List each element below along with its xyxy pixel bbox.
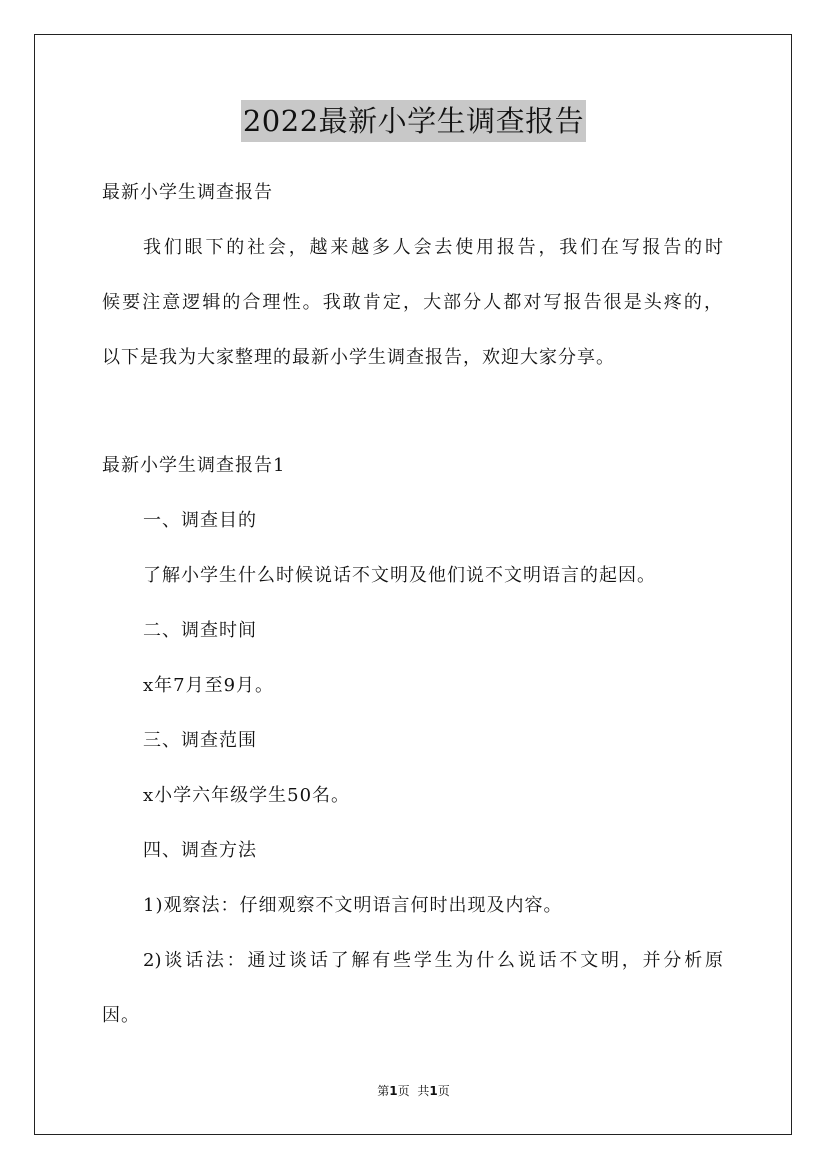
footer-page-prefix: 第 — [377, 1084, 390, 1098]
heading-time: 二、调查时间 — [143, 620, 257, 641]
footer-total-suffix: 页 — [437, 1084, 450, 1098]
section-heading: 最新小学生调查报告1 — [102, 455, 286, 476]
text-scope: x小学六年级学生50名。 — [143, 785, 351, 806]
heading-method: 四、调查方法 — [143, 840, 257, 861]
text-time: x年7月至9月。 — [143, 675, 275, 696]
footer-total-prefix: 共 — [417, 1084, 430, 1098]
text-method-2: 2)谈话法：通过谈话了解有些学生为什么说话不文明，并分析原 — [143, 950, 723, 971]
heading-scope: 三、调查范围 — [143, 730, 257, 751]
footer-page-suffix: 页 — [397, 1084, 410, 1098]
document-title: 2022最新小学生调查报告 — [241, 100, 586, 142]
page-footer — [0, 1082, 827, 1100]
text-method-2-continued: 因。 — [102, 1005, 140, 1026]
text-purpose: 了解小学生什么时候说话不文明及他们说不文明语言的起因。 — [143, 565, 656, 586]
text-method-1: 1)观察法：仔细观察不文明语言何时出现及内容。 — [143, 895, 563, 916]
intro-line-3: 以下是我为大家整理的最新小学生调查报告，欢迎大家分享。 — [102, 347, 615, 368]
footer-page-number: 1 — [389, 1084, 398, 1098]
title-container — [0, 100, 827, 142]
intro-line-2: 候要注意逻辑的合理性。我敢肯定，大部分人都对写报告很是头疼的， — [102, 292, 722, 313]
heading-purpose: 一、调查目的 — [143, 510, 257, 531]
document-subtitle: 最新小学生调查报告 — [102, 182, 273, 203]
intro-line-1: 我们眼下的社会，越来越多人会去使用报告，我们在写报告的时 — [143, 237, 723, 258]
footer-total-pages: 1 — [429, 1084, 438, 1098]
